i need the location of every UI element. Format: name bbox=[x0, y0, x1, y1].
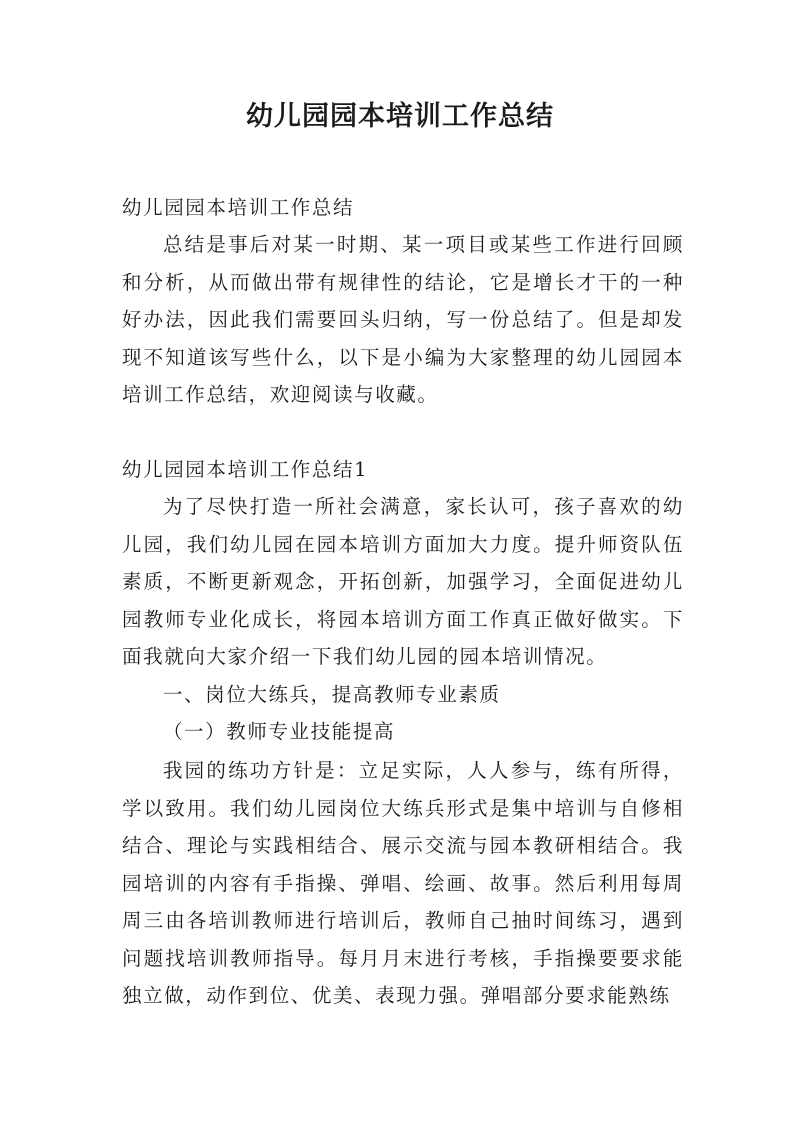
intro-paragraph: 总结是事后对某一时期、某一项目或某些工作进行回顾和分析，从而做出带有规律性的结论，它是增长才干的一种好办法，因此我们需要回头归纳，写一份总结了。但是却发现不知道该写些什么，以下是小编为大家整理的幼儿园园本培训工作总结，欢迎阅读与收藏。 bbox=[122, 233, 684, 406]
section-heading: 幼儿园园本培训工作总结1 bbox=[122, 458, 369, 481]
section-heading-one: 一、岗位大练兵，提高教师专业素质 bbox=[162, 683, 501, 706]
body-paragraph: 为了尽快打造一所社会满意，家长认可，孩子喜欢的幼儿园，我们幼儿园在园本培训方面加大力度。提升师资队伍素质，不断更新观念，开拓创新，加强学习，全面促进幼儿园教师专业化成长，将园本培训方面工作真正做好做实。下面我就向大家介绍一下我们幼儿园的园本培训情况。 bbox=[122, 495, 684, 668]
subtitle: 幼儿园园本培训工作总结 bbox=[122, 196, 355, 219]
body-paragraph-2: 我园的练功方针是：立足实际，人人参与，练有所得，学以致用。我们幼儿园岗位大练兵形式是集中培训与自修相结合、理论与实践相结合、展示交流与园本教研相结合。我园培训的内容有手指操、弹唱、绘画、故事。然后利用每周周三由各培训教师进行培训后，教师自己抽时间练习，遇到问题找培训教师指导。每月月末进行考核，手指操要要求能独立做，动作到位、优美、表现力强。弹唱部分要求能熟练 bbox=[122, 759, 684, 1007]
subsection-heading: （一）教师专业技能提高 bbox=[162, 720, 396, 743]
document-title: 幼儿园园本培训工作总结 bbox=[246, 101, 554, 132]
